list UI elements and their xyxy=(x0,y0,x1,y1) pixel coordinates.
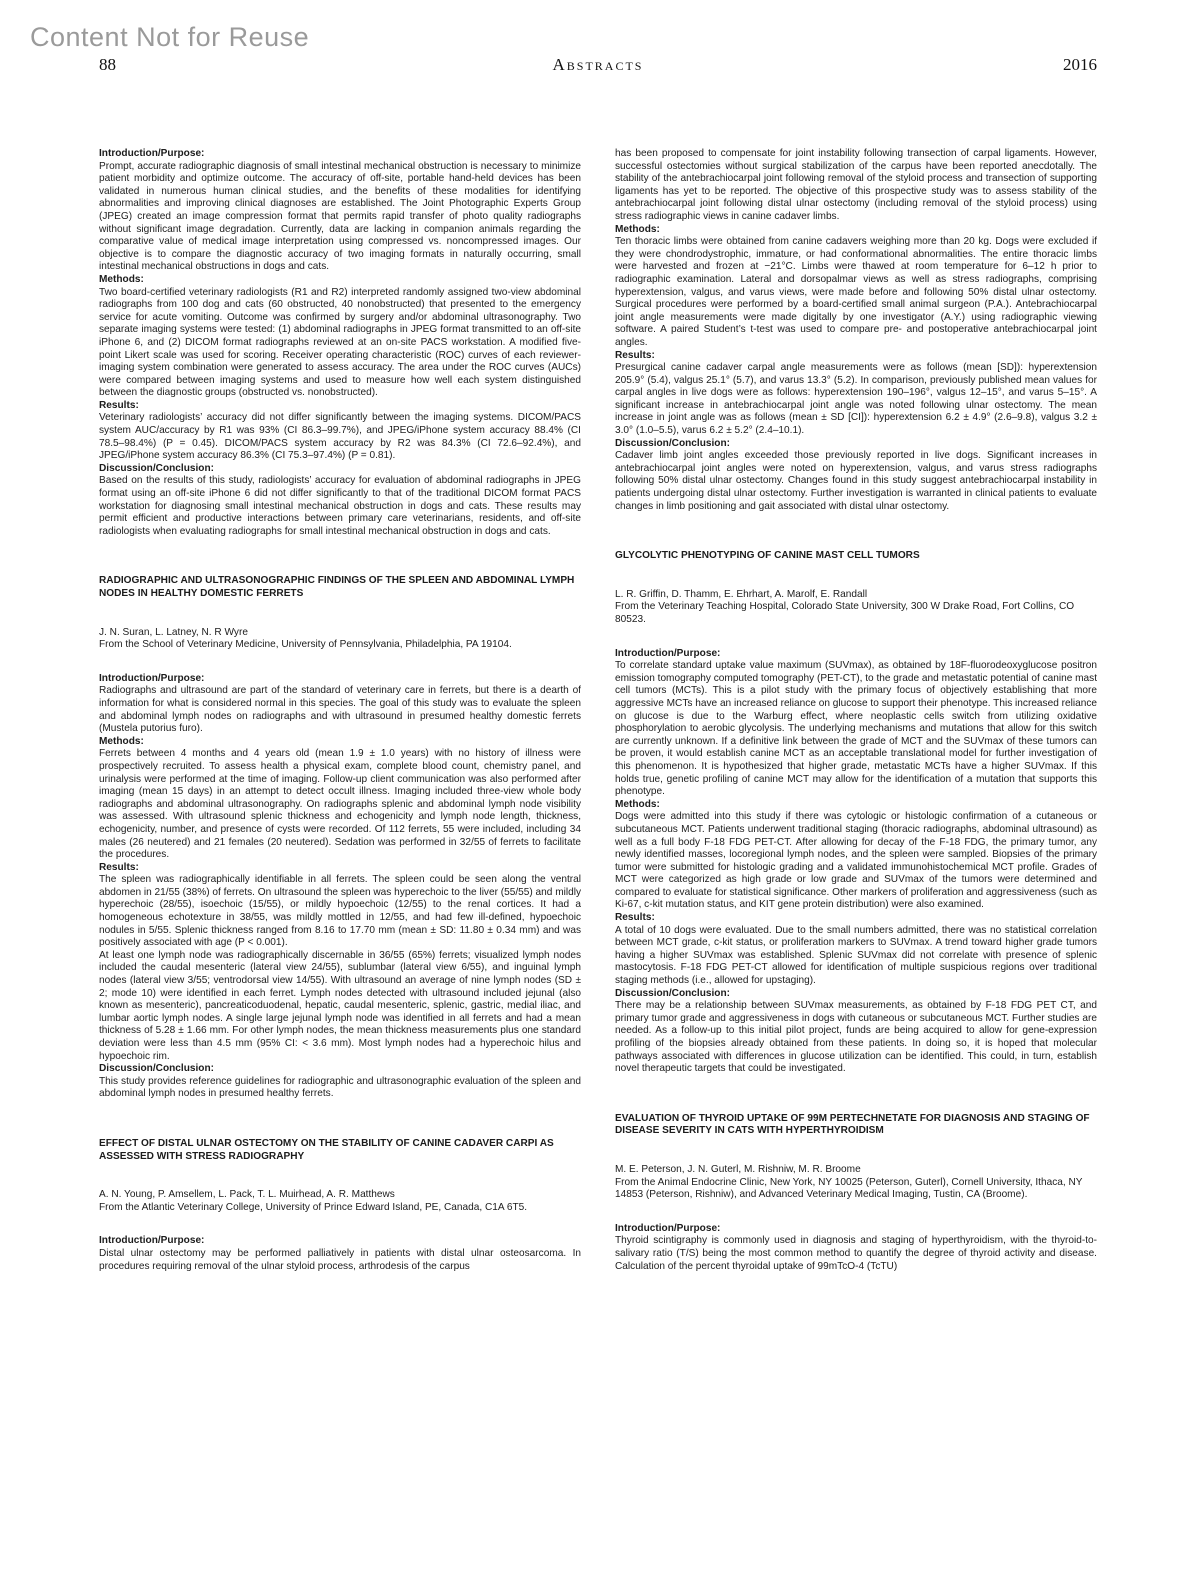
section-heading: Results: xyxy=(99,861,139,873)
journal-section-title: Abstracts xyxy=(552,55,644,74)
abstract-title: GLYCOLYTIC PHENOTYPING OF CANINE MAST CELL TUMORS xyxy=(615,550,920,562)
section-heading: Results: xyxy=(99,399,139,411)
section-heading: Methods: xyxy=(615,223,660,235)
section-heading: Introduction/Purpose: xyxy=(99,148,205,159)
abstract-paragraph: The spleen was radiographically identifiable in all ferrets. The spleen could be seen along the ventral abdomen in 21/55 (38%) of ferrets. On ultrasound the spleen was hyperechoic to the liver (55/55) and mildly hyperechoic (28/55), isoechoic (15/55), or mildly hypoechoic (12/55) to the renal cortices. It had a homogeneous echotexture in 38/55, was mildly mottled in 12/55, and had few ill-defined, hypoechoic nodules in 5/55. Splenic thickness ranged from 8.16 to 17.70 mm (mean ± SD: 11.80 ± 0.34 mm) and was positively associated with age (P < 0.001). xyxy=(99,874,581,949)
abstract-paragraph: There may be a relationship between SUVmax measurements, as obtained by F-18 FDG PET CT, and primary tumor grade and aggressiveness in dogs with cutaneous or subcutaneous MCT. Further studies are needed. As a follow-up to this initial pilot project, funds are being acquired to allow for gene-expression profiling of the biopsies already obtained from these patients. In doing so, it is hoped that molecular pathways associated with differences in glucose utilization can be identified. This could, in turn, establish novel therapeutic targets that could be investigated. xyxy=(615,1000,1097,1075)
abstract-authors: M. E. Peterson, J. N. Guterl, M. Rishniw, M. R. Broome xyxy=(615,1163,861,1175)
abstract-affiliation: From the Animal Endocrine Clinic, New York, NY 10025 (Peterson, Guterl), Cornell University, Ithaca, NY 14853 (Peterson, Rishniw), and Advanced Veterinary Medical Imaging, Tustin, CA (Broome). xyxy=(615,1176,1083,1201)
abstract-title: RADIOGRAPHIC AND ULTRASONOGRAPHIC FINDINGS OF THE SPLEEN AND ABDOMINAL LYMPH NODES IN HEALTHY DOMESTIC FERRETS xyxy=(99,575,575,599)
abstract-paragraph: Distal ulnar ostectomy may be performed palliatively in patients with distal ulnar osteosarcoma. In procedures requiring removal of the ulnar styloid process, arthrodesis of the carpus xyxy=(99,1247,581,1272)
abstract-affiliation: From the Veterinary Teaching Hospital, Colorado State University, 300 W Drake Road, Fort Collins, CO 80523. xyxy=(615,601,1075,625)
year-label: 2016 xyxy=(1063,55,1097,74)
abstract-affiliation: From the Atlantic Veterinary College, University of Prince Edward Island, PE, Canada, C1A 6T5. xyxy=(99,1201,528,1213)
section-heading: Introduction/Purpose: xyxy=(99,1235,205,1247)
abstract-paragraph: Dogs were admitted into this study if there was cytologic or histologic confirmation of a cutaneous or subcutaneous MCT. Patients underwent traditional staging (thoracic radiographs, abdominal ultrasound) as well as a full body F-18 FDG PET-CT. After allowing for decay of the F-18 FDG, the primary tumor, any newly identified masses, locoregional lymph nodes, and the spleen were sampled. Biopsies of the primary tumor were submitted for histologic grading and a validated immunohistochemical MCT profile. Grades of MCT were categorized as high grade or low grade and SUVmax of the tumors were determined and compared to evaluate for statistical significance. Other markers of proliferation and aggressiveness (such as Ki-67, c-kit mutation status, and KIT gene protein distribution) were also examined. xyxy=(615,811,1097,911)
abstract-paragraph: Ten thoracic limbs were obtained from canine cadavers weighing more than 20 kg. Dogs were excluded if they were chondrodystrophic, immature, or had conformational abnormalities. The entire thoracic limbs were harvested and frozen at −21°C. Limbs were thawed at room temperature for 6–12 h prior to radiographic examination. Lateral and dorsopalmar views as well as stress radiographs, comprising hyperextension, valgus, and varus views, were made before and following 50% distal ulnar ostectomy. Surgical procedures were performed by a board-certified small animal surgeon (P.A.). Antebrachiocarpal joint angle measurements were made digitally by one investigator (A.Y.) using radiographic viewing software. A paired Student’s t-test was used to compare pre- and postoperative antebrachiocarpal joint angles. xyxy=(615,236,1097,348)
section-heading: Methods: xyxy=(99,273,144,285)
abstracts-body xyxy=(99,148,1097,1490)
abstract-paragraph: Cadaver limb joint angles exceeded those previously reported in live dogs. Significant increases in antebrachiocarpal joint angles were noted on hyperextension, valgus, and varus stress radiographs following 50% distal ulnar ostectomy. Changes found in this study suggest antebrachiocarpal instability in patients undergoing distal ulnar ostectomy. Further investigation is warranted in clinical patients to evaluate changes in limb positioning and gait associated with distal ulnar ostectomy. xyxy=(615,450,1097,512)
column-left xyxy=(99,148,581,1490)
section-heading: Introduction/Purpose: xyxy=(615,647,721,659)
abstract-authors: A. N. Young, P. Amsellem, L. Pack, T. L. Muirhead, A. R. Matthews xyxy=(99,1189,395,1201)
page-number: 88 xyxy=(99,55,116,74)
page-header xyxy=(99,55,1097,77)
section-heading: Discussion/Conclusion: xyxy=(615,437,730,449)
abstract-authors: L. R. Griffin, D. Thamm, E. Ehrhart, A. Marolf, E. Randall xyxy=(615,588,868,600)
abstract-paragraph: Based on the results of this study, radiologists’ accuracy for evaluation of abdominal radiographs in JPEG format using an off-site iPhone 6 did not differ significantly to that of the traditional DICOM format PACS workstation for diagnosing small intestinal mechanical obstruction in dogs and cats. These results may permit efficient and productive interactions between primary care veterinarians, residents, and off-site radiologists when evaluating radiographs for small intestinal mechanical obstruction in dogs and cats. xyxy=(99,475,581,537)
abstract-paragraph: Prompt, accurate radiographic diagnosis of small intestinal mechanical obstruction is necessary to minimize patient morbidity and optimize outcome. The accuracy of off-site, portable hand-held devices has been validated in numerous human clinical studies, and the benefits of these modalities for identifying abnormalities and improving clinical diagnoses are established. The Joint Photographic Experts Group (JPEG) created an image compression format that permits rapid transfer of photo quality radiographs without significant image degradation. Currently, data are lacking in companion animals regarding the comparative value of medical image interpretation using compressed vs. noncompressed images. Our objective is to compare the diagnostic accuracy of two imaging formats in naturally occurring, small intestinal mechanical obstructions in dogs and cats. xyxy=(99,160,581,273)
abstract-affiliation: From the School of Veterinary Medicine, University of Pennsylvania, Philadelphia, PA 19104. xyxy=(99,639,512,651)
section-heading: Results: xyxy=(615,912,655,924)
abstract-paragraph: This study provides reference guidelines for radiographic and ultrasonographic evaluation of the spleen and abdominal lymph nodes in presumed healthy ferrets. xyxy=(99,1075,581,1100)
section-heading: Introduction/Purpose: xyxy=(615,1222,721,1234)
abstract-paragraph: At least one lymph node was radiographically discernable in 36/55 (65%) ferrets; visualized lymph nodes included the caudal mesenteric (lateral view 24/55), sublumbar (lateral view 6/55), and inguinal lymph nodes (lateral view 3/55; ventrodorsal view 14/55). With ultrasound an average of nine lymph nodes (SD ± 2; mode 10) were identified in each ferret. Lymph nodes detected with ultrasound included jejunal (also known as mesenteric), pancreaticoduodenal, hepatic, caudal mesenteric, splenic, gastric, medial iliac, and lumbar aortic lymph nodes. A single large jejunal lymph node was identified in all ferrets and had a mean thickness of 5.28 ± 1.66 mm. For other lymph nodes, the mean thickness measurements plus one standard deviation were less than 4.5 mm (95% CI: < 3.6 mm). Most lymph nodes had a hyperechoic hilus and hypoechoic rim. xyxy=(99,949,581,1062)
abstract-paragraph: has been proposed to compensate for joint instability following transection of carpal ligaments. However, successful ostectomies without surgical stabilization of the carpus have been reported anecdotally. The stability of the antebrachiocarpal joint following removal of the styloid process and transection of supporting ligaments has yet to be reported. The objective of this prospective study was to assess stability of the antebrachiocarpal joint following distal ulnar ostectomy (including removal of the styloid process) using stress radiographic views in canine cadaver limbs. xyxy=(615,148,1097,222)
abstract-paragraph: Two board-certified veterinary radiologists (R1 and R2) interpreted randomly assigned two-view abdominal radiographs from 100 dog and cats (60 obstructed, 40 nonobstructed) that presented to the emergency service for acute vomiting. Outcome was confirmed by surgery and/or abdominal ultrasonography. Two separate imaging systems were tested: (1) abdominal radiographs in JPEG format transmitted to an off-site iPhone 6, and (2) DICOM format radiographs reviewed at an on-site PACS workstation. A modified five-point Likert scale was used for scoring. Receiver operating characteristic (ROC) curves of each reviewer-imaging system combination were generated to assess accuracy. The area under the ROC curves (AUCs) were compared between imaging systems and used to measure how well each system distinguished between the diagnostic groups (obstructed vs. nonobstructed). xyxy=(99,286,581,399)
section-heading: Discussion/Conclusion: xyxy=(99,462,214,474)
abstract-paragraph: Radiographs and ultrasound are part of the standard of veterinary care in ferrets, but there is a dearth of information for what is considered normal in this species. The goal of this study was to evaluate the spleen and abdominal lymph nodes on radiographs and with ultrasound in presumed healthy domestic ferrets (Mustela putorius furo). xyxy=(99,685,581,735)
section-heading: Methods: xyxy=(99,735,144,747)
abstract-title: EFFECT OF DISTAL ULNAR OSTECTOMY ON THE STABILITY OF CANINE CADAVER CARPI AS ASSESSED WITH STRESS RADIOGRAPHY xyxy=(99,1137,554,1162)
section-heading: Results: xyxy=(615,349,655,361)
abstract-paragraph: Thyroid scintigraphy is commonly used in diagnosis and staging of hyperthyroidism, with the thyroid-to-salivary ratio (T/S) being the most common method to quantify the degree of thyroid activity and disease. Calculation of the percent thyroidal uptake of 99mTcO-4 (TcTU) xyxy=(615,1235,1097,1272)
column-right xyxy=(615,148,1097,1490)
section-heading: Introduction/Purpose: xyxy=(99,672,205,684)
abstract-paragraph: To correlate standard uptake value maximum (SUVmax), as obtained by 18F-fluorodeoxyglucose positron emission tomography computed tomography (PET-CT), to the grade and metastatic potential of canine mast cell tumors (MCTs). This is a pilot study with the primary focus of objectively establishing that more aggressive MCTs have an increased reliance on glucose to support their phenotype. This increased reliance on glucose is due to the Warburg effect, where neoplastic cells switch from utilizing oxidative phosphorylation to aerobic glycolysis. The underlying mechanisms and mutations that allow for this switch are currently unknown. If a definitive link between the grade of MCT and the SUVmax of these tumors can be proven, it would establish canine MCT as an acceptable translational model for further investigation of this phenomenon. It is hypothesized that higher grade, metastatic MCTs have a higher SUVmax. If this holds true, genetic profiling of canine MCT may allow for the identification of a mutation that supports this phenotype. xyxy=(615,660,1097,798)
section-heading: Discussion/Conclusion: xyxy=(615,987,730,999)
abstract-paragraph: Ferrets between 4 months and 4 years old (mean 1.9 ± 1.0 years) with no history of illness were prospectively recruited. To assess health a physical exam, complete blood count, chemistry panel, and urinalysis were performed at the time of imaging. Follow-up client communication was also performed after imaging (mean 15 days) in an attempt to detect occult illness. Imaging included three-view whole body radiographs and abdominal ultrasonography. On radiographs splenic and abdominal lymph node visibility was assessed. With ultrasound splenic thickness and echogenicity and lymph node length, thickness, echogenicity, number, and presence of cysts were recorded. Of 112 ferrets, 55 were included, including 34 males (26 neutered) and 21 females (20 neutered). Sedation was performed in 32/55 of ferrets to facilitate the procedures. xyxy=(99,748,581,861)
abstract-paragraph: A total of 10 dogs were evaluated. Due to the small numbers admitted, there was no statistical correlation between MCT grade, c-kit status, or proliferation markers to SUVmax. A trend toward higher grade tumors having a higher SUVmax was established. Splenic SUVmax did not correlate with presence of splenic mastocytosis. F-18 FDG PET-CT allowed for identification of multiple suspicious regions over traditional staging methods (i.e., allowed for upstaging). xyxy=(615,924,1097,987)
abstract-title: EVALUATION OF THYROID UPTAKE OF 99M PERTECHNETATE FOR DIAGNOSIS AND STAGING OF DISEASE SEVERITY IN CATS WITH HYPERTHYROIDISM xyxy=(615,1112,1090,1137)
watermark: Content Not for Reuse xyxy=(30,22,310,52)
abstract-paragraph: Presurgical canine cadaver carpal angle measurements were as follows (mean [SD]): hyperextension 205.9° (5.4), valgus 25.1° (5.7), and varus 13.3° (5.2). In comparison, previously published mean values for carpal angles in live dogs were as follows: hyperextension 190–196°, valgus 12–15°, and varus 5–15°. A significant increase in antebrachiocarpal joint angle was noted following ulnar ostectomy. The mean increase in joint angle was as follows (mean ± SD [CI]): hyperextension 6.2 ± 4.9° (2.6–9.8), valgus 3.2 ± 3.0° (1.0–5.5), varus 6.2 ± 5.2° (2.4–10.1). xyxy=(615,362,1097,437)
abstract-paragraph: Veterinary radiologists’ accuracy did not differ significantly between the imaging systems. DICOM/PACS system AUC/accuracy by R1 was 93% (CI 86.3–99.7%), and JPEG/iPhone system accuracy 88.4% (CI 78.5–98.4%) (P = 0.45). DICOM/PACS system accuracy by R2 was 84.3% (CI 72.6–92.4%), and JPEG/iPhone system accuracy 86.3% (CI 75.3–97.4%) (P = 0.81). xyxy=(99,412,581,462)
section-heading: Methods: xyxy=(615,798,660,810)
section-heading: Discussion/Conclusion: xyxy=(99,1063,214,1075)
abstract-authors: J. N. Suran, L. Latney, N. R Wyre xyxy=(99,626,248,638)
